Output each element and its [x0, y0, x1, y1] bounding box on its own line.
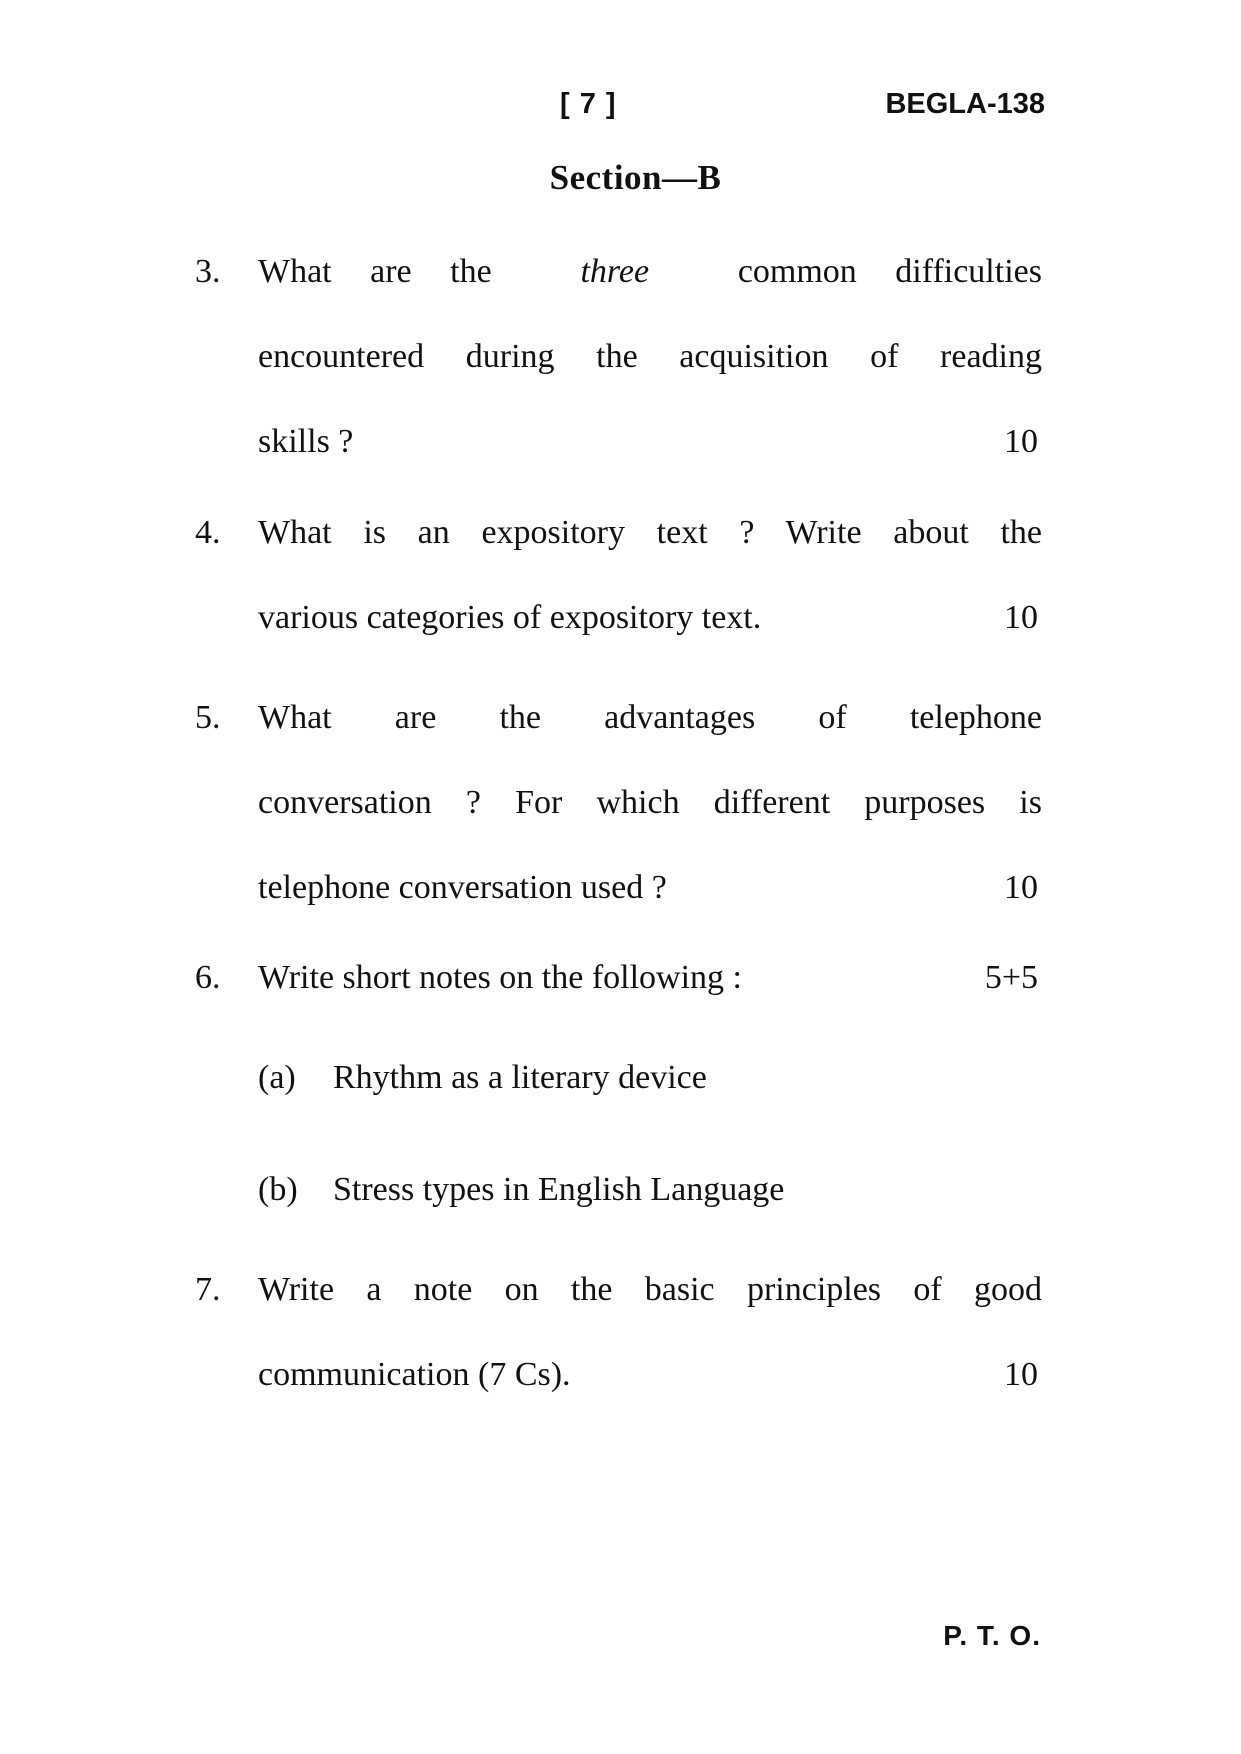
question-line-text: various categories of expository text.: [258, 599, 762, 636]
subpart-text: Stress types in English Language: [333, 1171, 785, 1208]
question-number: 6.: [195, 959, 221, 996]
question-line-text: telephone conversation used ?: [258, 869, 667, 906]
question-7: [195, 1247, 1042, 1417]
question-3: [195, 229, 1042, 484]
question-line: Write a note on the basic principles of good: [258, 1271, 1042, 1308]
question-emphasis: three: [580, 253, 650, 290]
question-marks: 10: [1004, 423, 1038, 460]
question-line-text: What are the: [258, 253, 492, 290]
question-line-text: skills ?: [258, 423, 354, 460]
subpart-label: (a): [258, 1059, 296, 1096]
question-number: 3.: [195, 253, 221, 290]
question-line: [258, 229, 1042, 314]
question-number: 5.: [195, 699, 221, 736]
subpart-text: Rhythm as a literary device: [333, 1059, 707, 1096]
paper-code: BEGLA-138: [885, 88, 1045, 120]
subpart-label: (b): [258, 1171, 298, 1208]
question-line: What is an expository text ? Write about the: [258, 514, 1042, 551]
question-line: What are the advantages of telephone: [258, 699, 1042, 736]
pto-label: P. T. O.: [943, 1620, 1041, 1651]
question-marks: 5+5: [984, 959, 1038, 996]
question-number: 7.: [195, 1271, 221, 1308]
section-title: Section—B: [549, 158, 722, 197]
subpart-b: [258, 1170, 784, 1210]
question-marks: 10: [1004, 869, 1038, 906]
subpart-a: [258, 1058, 707, 1098]
question-line: encountered during the acquisition of reading: [258, 338, 1042, 375]
question-last-line: [258, 399, 1042, 484]
question-marks: 10: [1004, 1356, 1038, 1393]
question-4: [195, 490, 1042, 660]
question-line: conversation ? For which different purposes is: [258, 784, 1042, 821]
question-last-line: [258, 575, 1042, 660]
question-line-text: communication (7 Cs).: [258, 1356, 571, 1393]
question-marks: 10: [1004, 599, 1038, 636]
question-line-text: common difficulties: [737, 253, 1042, 290]
question-last-line: [258, 1332, 1042, 1417]
question-number: 4.: [195, 514, 221, 551]
question-5: [195, 675, 1042, 930]
page-number: [ 7 ]: [560, 88, 617, 120]
question-last-line: [258, 935, 1042, 1020]
question-last-line: [258, 845, 1042, 930]
question-6: [195, 935, 1042, 1020]
question-line-text: Write short notes on the following :: [258, 959, 743, 996]
